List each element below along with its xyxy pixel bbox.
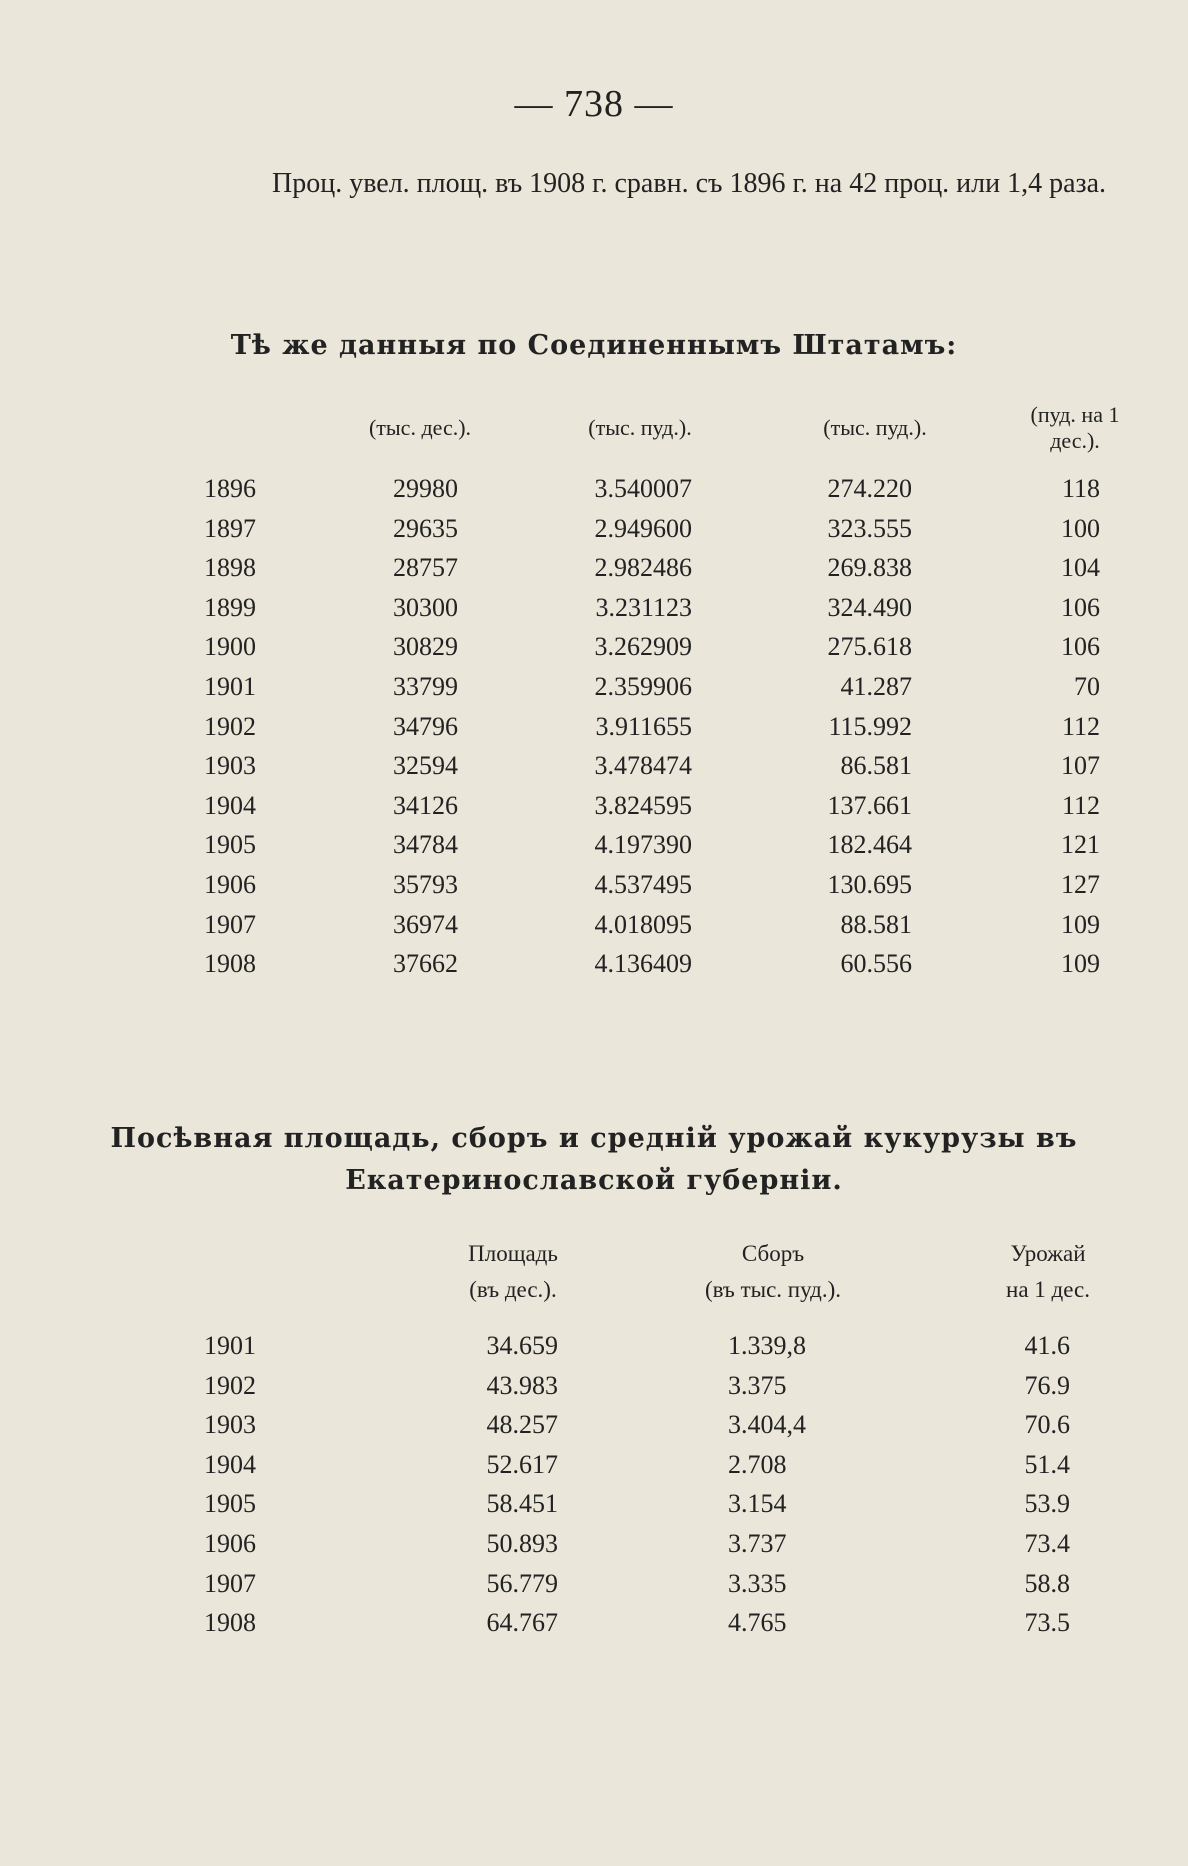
us-row-year: 1903 — [204, 751, 256, 781]
ekat-table-cell: 58.451 — [486, 1489, 558, 1519]
us-table-cell: 88.581 — [840, 909, 912, 939]
ekat-table-cell: 3.154 — [728, 1489, 787, 1519]
us-col-header: (тыс. пуд.). — [823, 415, 927, 440]
ekat-col-header-line2: (въ тыс. пуд.). — [704, 1277, 842, 1302]
us-col-header: (тыс. пуд.). — [588, 415, 692, 440]
ekat-table-cell: 56.779 — [486, 1568, 558, 1598]
us-table-cell: 30829 — [393, 632, 458, 662]
ekat-table-cell: 1.339,8 — [728, 1331, 806, 1360]
us-table-cell: 30300 — [393, 592, 458, 622]
us-table-cell: 3.540007 — [594, 474, 692, 503]
us-table-cell: 33799 — [393, 672, 458, 701]
us-table-cell: 60.556 — [840, 949, 912, 979]
us-row-year: 1907 — [204, 909, 256, 939]
us-row-year: 1897 — [204, 513, 256, 543]
us-table-cell: 32594 — [393, 751, 458, 781]
ekat-table-cell: 70.6 — [1024, 1410, 1070, 1440]
ekat-col-header-line2: (въ дес.). — [469, 1277, 557, 1302]
us-table-cell: 29635 — [393, 513, 458, 543]
us-table-cell: 324.490 — [827, 592, 912, 622]
us-table-cell: 109 — [1061, 949, 1100, 979]
us-table-cell: 269.838 — [827, 553, 912, 583]
us-table-cell: 106 — [1061, 592, 1100, 622]
ekat-table-cell: 58.8 — [1024, 1568, 1070, 1598]
us-table-cell: 4.197390 — [594, 830, 692, 860]
ekat-table-cell: 52.617 — [486, 1449, 558, 1479]
ekat-col-header-line1: Урожай — [1010, 1241, 1086, 1266]
ekat-table-cell: 50.893 — [486, 1529, 558, 1558]
ekat-table-cell: 73.4 — [1024, 1529, 1070, 1558]
ekat-col-header-line1: Площадь — [468, 1241, 558, 1266]
ekat-table-cell: 4.765 — [728, 1608, 787, 1638]
us-row-year: 1908 — [204, 949, 256, 979]
us-table-cell: 118 — [1061, 474, 1100, 503]
page-number: — 738 — — [514, 83, 674, 125]
us-table-cell: 2.982486 — [594, 553, 692, 583]
us-table-cell: 3.824595 — [594, 790, 692, 820]
us-table-cell: 121 — [1061, 830, 1100, 860]
us-table-cell: 100 — [1061, 513, 1100, 543]
ekat-table-cell: 2.708 — [728, 1449, 787, 1479]
intro-paragraph: Проц. увел. площ. въ 1908 г. сравн. съ 1896 г. на 42 проц. или 1,4 раза. — [272, 168, 1107, 199]
us-col-header: (тыс. дес.). — [368, 415, 472, 440]
us-table-cell: 29980 — [393, 474, 458, 503]
us-row-year: 1902 — [204, 711, 256, 741]
ekat-row-year: 1907 — [204, 1568, 256, 1598]
us-row-year: 1896 — [204, 474, 256, 503]
us-table-heading: Тѣ же данныя по Соединеннымъ Штатамъ: — [230, 330, 958, 361]
ekat-table-cell: 73.5 — [1024, 1608, 1070, 1638]
us-table-cell: 41.287 — [840, 672, 912, 701]
us-col-header: (пуд. на 1 дес.). — [1030, 402, 1120, 453]
us-table-cell: 28757 — [393, 553, 458, 583]
us-table-cell: 3.478474 — [594, 751, 692, 781]
ekat-col-header-line1: Сборъ — [741, 1241, 805, 1266]
ekat-table-cell: 3.737 — [728, 1529, 787, 1558]
ekat-table-heading — [0, 1118, 1188, 1202]
us-table-cell: 127 — [1061, 870, 1100, 899]
us-table-cell: 137.661 — [827, 790, 912, 820]
us-table-cell: 34784 — [393, 830, 458, 860]
us-row-year: 1900 — [204, 632, 256, 662]
ekat-table-cell: 3.375 — [728, 1370, 787, 1400]
us-table-cell: 86.581 — [840, 751, 912, 781]
us-table-cell: 109 — [1061, 909, 1100, 939]
us-table-cell: 115.992 — [828, 711, 912, 741]
ekat-row-year: 1906 — [204, 1529, 256, 1558]
us-table-cell: 37662 — [393, 949, 458, 979]
us-table-cell: 112 — [1061, 790, 1100, 820]
ekat-heading-line2: Екатеринославской губернiи. — [345, 1165, 843, 1196]
us-table-cell: 34796 — [393, 711, 458, 741]
us-row-year: 1898 — [204, 553, 256, 583]
ekat-heading-line1: Посѣвная площадь, сборъ и среднiй урожай кукурузы въ — [110, 1123, 1078, 1154]
ekat-col-header-line2: на 1 дес. — [1006, 1277, 1090, 1302]
us-table-cell: 104 — [1061, 553, 1100, 583]
ekat-table-cell: 34.659 — [486, 1331, 558, 1360]
ekat-table-cell: 3.335 — [728, 1568, 787, 1598]
us-table-cell: 3.231123 — [595, 592, 692, 622]
ekat-table-cell: 51.4 — [1024, 1449, 1070, 1479]
us-row-year: 1904 — [204, 790, 256, 820]
us-table-cell: 2.949600 — [594, 513, 692, 543]
ekat-table-cell: 64.767 — [486, 1608, 558, 1638]
us-table-cell: 34126 — [393, 790, 458, 820]
us-table-cell: 274.220 — [827, 474, 912, 503]
ekat-row-year: 1904 — [204, 1449, 256, 1479]
ekat-table-cell: 48.257 — [486, 1410, 558, 1440]
us-table-cell: 112 — [1061, 711, 1100, 741]
us-table-cell: 275.618 — [827, 632, 912, 662]
ekat-table-cell: 3.404,4 — [728, 1410, 806, 1440]
us-table-cell: 107 — [1061, 751, 1100, 781]
ekat-table-cell: 53.9 — [1024, 1489, 1070, 1519]
us-table-cell: 130.695 — [827, 870, 912, 899]
us-row-year: 1901 — [204, 672, 256, 701]
us-table-cell: 4.018095 — [594, 909, 692, 939]
ekat-table-cell: 76.9 — [1024, 1370, 1070, 1400]
us-row-year: 1905 — [204, 830, 256, 860]
ekat-row-year: 1905 — [204, 1489, 256, 1519]
ekat-row-year: 1903 — [204, 1410, 256, 1440]
us-table-cell: 4.136409 — [594, 949, 692, 979]
ekat-table-cell: 41.6 — [1024, 1331, 1070, 1360]
ekat-row-year: 1902 — [204, 1370, 256, 1400]
us-row-year: 1906 — [204, 870, 256, 899]
ekat-table-cell: 43.983 — [486, 1370, 558, 1400]
ekat-row-year: 1908 — [204, 1608, 256, 1638]
us-table-cell: 4.537495 — [594, 870, 692, 899]
ekat-row-year: 1901 — [204, 1331, 256, 1360]
us-table-cell: 323.555 — [827, 513, 912, 543]
us-row-year: 1899 — [204, 592, 256, 622]
us-table-cell: 106 — [1061, 632, 1100, 662]
us-table-cell: 3.911655 — [595, 711, 692, 741]
us-table-cell: 36974 — [393, 909, 458, 939]
us-table-cell: 70 — [1074, 672, 1100, 701]
us-table-cell: 182.464 — [827, 830, 912, 860]
us-table-cell: 2.359906 — [594, 672, 692, 701]
us-table-cell: 35793 — [393, 870, 458, 899]
us-table-cell: 3.262909 — [594, 632, 692, 662]
